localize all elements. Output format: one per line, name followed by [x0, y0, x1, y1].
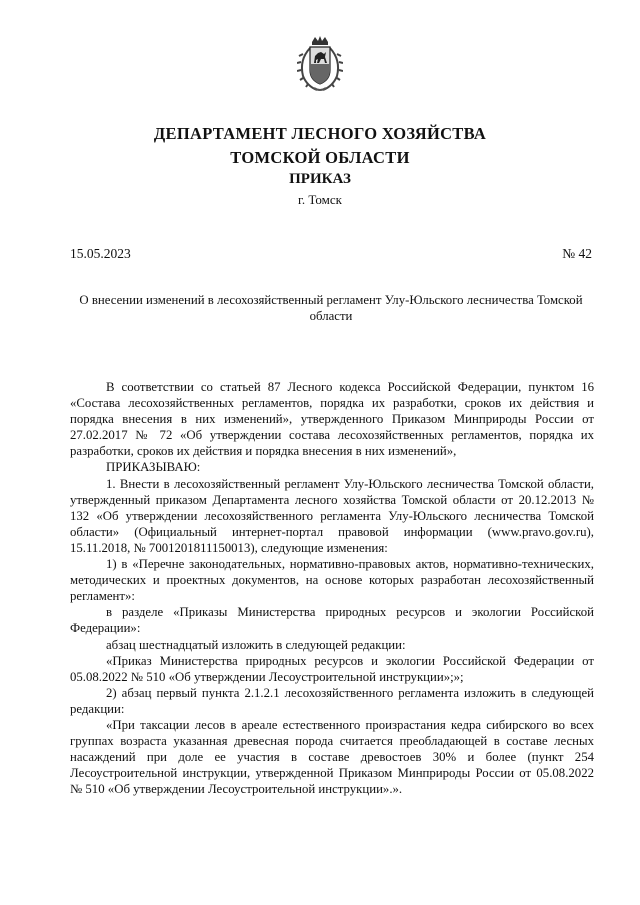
document-type: ПРИКАЗ [289, 171, 351, 187]
department-title-line2: ТОМСКОЙ ОБЛАСТИ [230, 148, 410, 167]
document-subject: О внесении изменений в лесохозяйственный регламент Улу-Юльского лесничества Томской области [79, 293, 583, 323]
city-label: г. Томск [298, 192, 342, 207]
document-date: 15.05.2023 [70, 246, 131, 261]
body-paragraph: абзац шестнадцатый изложить в следующей редакции: [106, 637, 406, 652]
body-paragraph: «При таксации лесов в ареале естественного произрастания кедра сибирского во всех группах возраста указанная древесная порода считается преобладающей в составе лесных насаждений при доле ее участия в составе древостоев 30% и более (пункт 254 Лесоустроительной инструкции, утвержденной Приказом Минприроды России от 05.08.2022 № 510 «Об утверждении Лесоустроительной инструкции».». [70, 717, 594, 797]
body-paragraph: 1) в «Перечне законодательных, нормативно-правовых актов, нормативно-технических, методических и проектных документов, на основе которых разработан лесохозяйственный регламент»: [70, 557, 594, 604]
preamble-paragraph: В соответствии со статьей 87 Лесного кодекса Российской Федерации, пунктом 16 «Состава лесохозяйственных регламентов, порядка их разработки, сроков их действия и порядка внесения в них изменений», утвержденного Приказом Минприроды России от 27.02.2017 № 72 «Об утверждении состава лесохозяйственных регламентов, порядка их разработки, сроков их действия и порядка внесения в них изменений», [70, 380, 594, 459]
coat-of-arms-emblem [297, 36, 343, 94]
body-paragraph: 2) абзац первый пункта 2.1.2.1 лесохозяйственного регламента изложить в следующей редакции: [70, 685, 594, 716]
department-title-line1: ДЕПАРТАМЕНТ ЛЕСНОГО ХОЗЯЙСТВА [153, 124, 487, 143]
body-paragraph: в разделе «Приказы Министерства природных ресурсов и экологии Российской Федерации»: [70, 605, 594, 636]
body-paragraph: «Приказ Министерства природных ресурсов и экологии Российской Федерации от 05.08.2022 № 510 «Об утверждении Лесоустроительной инструкции»;»; [70, 653, 594, 684]
body-paragraph: 1. Внести в лесохозяйственный регламент Улу-Юльского лесничества Томской области, утвержденный приказом Департамента лесного хозяйства Томской области от 20.12.2013 № 132 «Об утверждении лесохозяйственного регламента Улу-Юльского лесничества Томской области» (Официальный интернет-портал правовой информации (www.pravo.gov.ru), 15.11.2018, № 7001201811150013), следующие изменения: [70, 476, 594, 555]
document-body [70, 379, 594, 797]
order-directive: ПРИКАЗЫВАЮ: [106, 460, 201, 475]
document-number: № 42 [562, 246, 592, 261]
